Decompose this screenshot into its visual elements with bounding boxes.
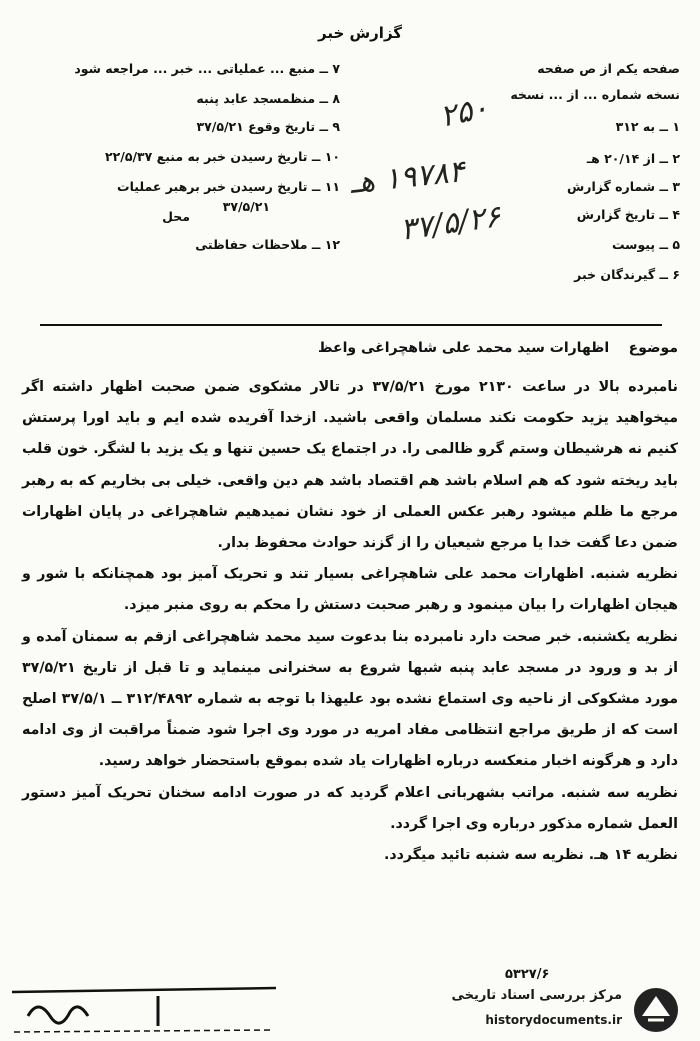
field-page: صفحه یکم از ص صفحه xyxy=(537,61,680,76)
header-divider xyxy=(40,324,662,326)
subject-text: اظهارات سید محمد علی شاهچراغی واعظ xyxy=(318,340,610,356)
handwritten-report-number: ۱۹۷۸۴ هـ xyxy=(348,154,467,201)
body-paragraph: نظریه یکشنبه. خبر صحت دارد نامبرده بنا بدعوت سید محمد شاهچراغی ازقم به سمنان آمده و از بد و ورود در مسجد عابد پنبه شبها شروع به سخنرانی مینماید و تا قبل از تاریخ ۳۷/۵/۲۱ مورد مشکوکی از ناحیه وی استماع نشده بود علیهذا با توجه به شماره ۳۱۲/۴۸۹۲ ــ ۳۷/۵/۱ اصلح است که از طریق مراجع انتظامی مفاد امریه در مورد وی اجرا شود ضمناً مراقبت از وی ادامه دارد و هرگونه اخبار منعکسه درباره اظهارات یاد شده بموقع باستحضار خواهد رسید. xyxy=(22,628,678,770)
report-body xyxy=(22,372,678,871)
source-fields xyxy=(10,58,340,288)
field-copy: نسخه شماره ... از ... نسخه xyxy=(510,87,680,102)
handwritten-page-mark: ۲۵۰ xyxy=(436,90,492,135)
footer-number: ۵۳۲۷/۶ xyxy=(505,967,550,982)
field-attachment: ۵ ــ پیوست xyxy=(611,237,680,252)
field-report-date: ۴ ــ تاریخ گزارش xyxy=(576,207,680,222)
field-received-source: ۱۰ ــ تاریخ رسیدن خبر به منبع ۲۲/۵/۳۷ xyxy=(105,149,340,164)
body-paragraph: نظریه سه شنبه. مراتب بشهربانی اعلام گردید که در صورت ادامه سخنان تحریک آمیز دستور العمل شماره مذکور درباره وی اجرا گردد. xyxy=(22,784,678,832)
field-received-ops-date: ۳۷/۵/۲۱ xyxy=(222,199,270,214)
subject-line xyxy=(318,340,678,356)
field-from: ۲ ــ از ۲۰/۱۴ هـ xyxy=(586,151,680,166)
field-source: ۷ ــ منبع ... عملیاتی ... خبر ... مراجعه شود xyxy=(74,61,340,76)
field-received-ops: ۱۱ ــ تاریخ رسیدن خبر برهبر عملیات xyxy=(117,179,340,194)
subject-label: موضوع xyxy=(628,340,678,356)
watermark-url: historydocuments.ir xyxy=(485,1013,622,1027)
watermark-name: مرکز بررسی اسناد تاریخی xyxy=(451,988,622,1003)
field-recipients: ۶ ــ گیرندگان خبر xyxy=(574,267,680,282)
body-paragraph: نظریه ۱۴ هـ. نظریه سه شنبه تائید میگردد. xyxy=(383,847,678,864)
field-security-notes: ۱۲ ــ ملاحظات حفاظتی xyxy=(195,237,340,252)
field-place: ۸ ــ منظمسجد عابد پنبه xyxy=(196,91,340,106)
page-title: گزارش خبر xyxy=(317,24,403,42)
body-paragraph: نامبرده بالا در ساعت ۲۱۳۰ مورخ ۳۷/۵/۲۱ در تالار مشکوی ضمن صحبت اظهار داشته اگر میخواهید یزید حکومت نکند مسلمان واقعی باشید. ازخدا آفریده شده ایم و باید اورا پرستش کنیم نه هرشیطان وستم گرو ظالمی را. در اجتماع یک حسین تنها و یک یزید با لشگر. خون قلب باید ریخته شود که هم اسلام باشد هم اقتصاد باشد هم دین واقعی. خیلی بی بخاریم که به رهبر مرجع ما ظلم میشود رهبر عکس العملی از خود نشان نمیدهیم شاهچراغی در پایان اظهارات ضمن دعا گفت خدا یا مرجع شیعیان را از گزند حوادث محفوظ بدار. xyxy=(22,379,678,552)
body-paragraph: نظریه شنبه. اظهارات محمد علی شاهچراغی بسیار تند و تحریک آمیز بود همچنانکه با شور و هیجان اظهارات را بیان مینمود و رهبر صحبت دستش را محکم به روی منبر میزد. xyxy=(22,566,678,614)
archive-logo-icon xyxy=(628,986,684,1034)
field-to: ۱ ــ به ۳۱۲ xyxy=(615,119,680,134)
field-location: محل xyxy=(162,209,190,224)
field-event-date: ۹ ــ تاریخ وقوع ۳۷/۵/۲۱ xyxy=(196,119,340,134)
handwritten-report-date: ۳۷/۵/۲۶ xyxy=(398,199,503,248)
field-report-number: ۳ ــ شماره گزارش xyxy=(567,179,680,194)
stamp-box xyxy=(8,986,280,1034)
